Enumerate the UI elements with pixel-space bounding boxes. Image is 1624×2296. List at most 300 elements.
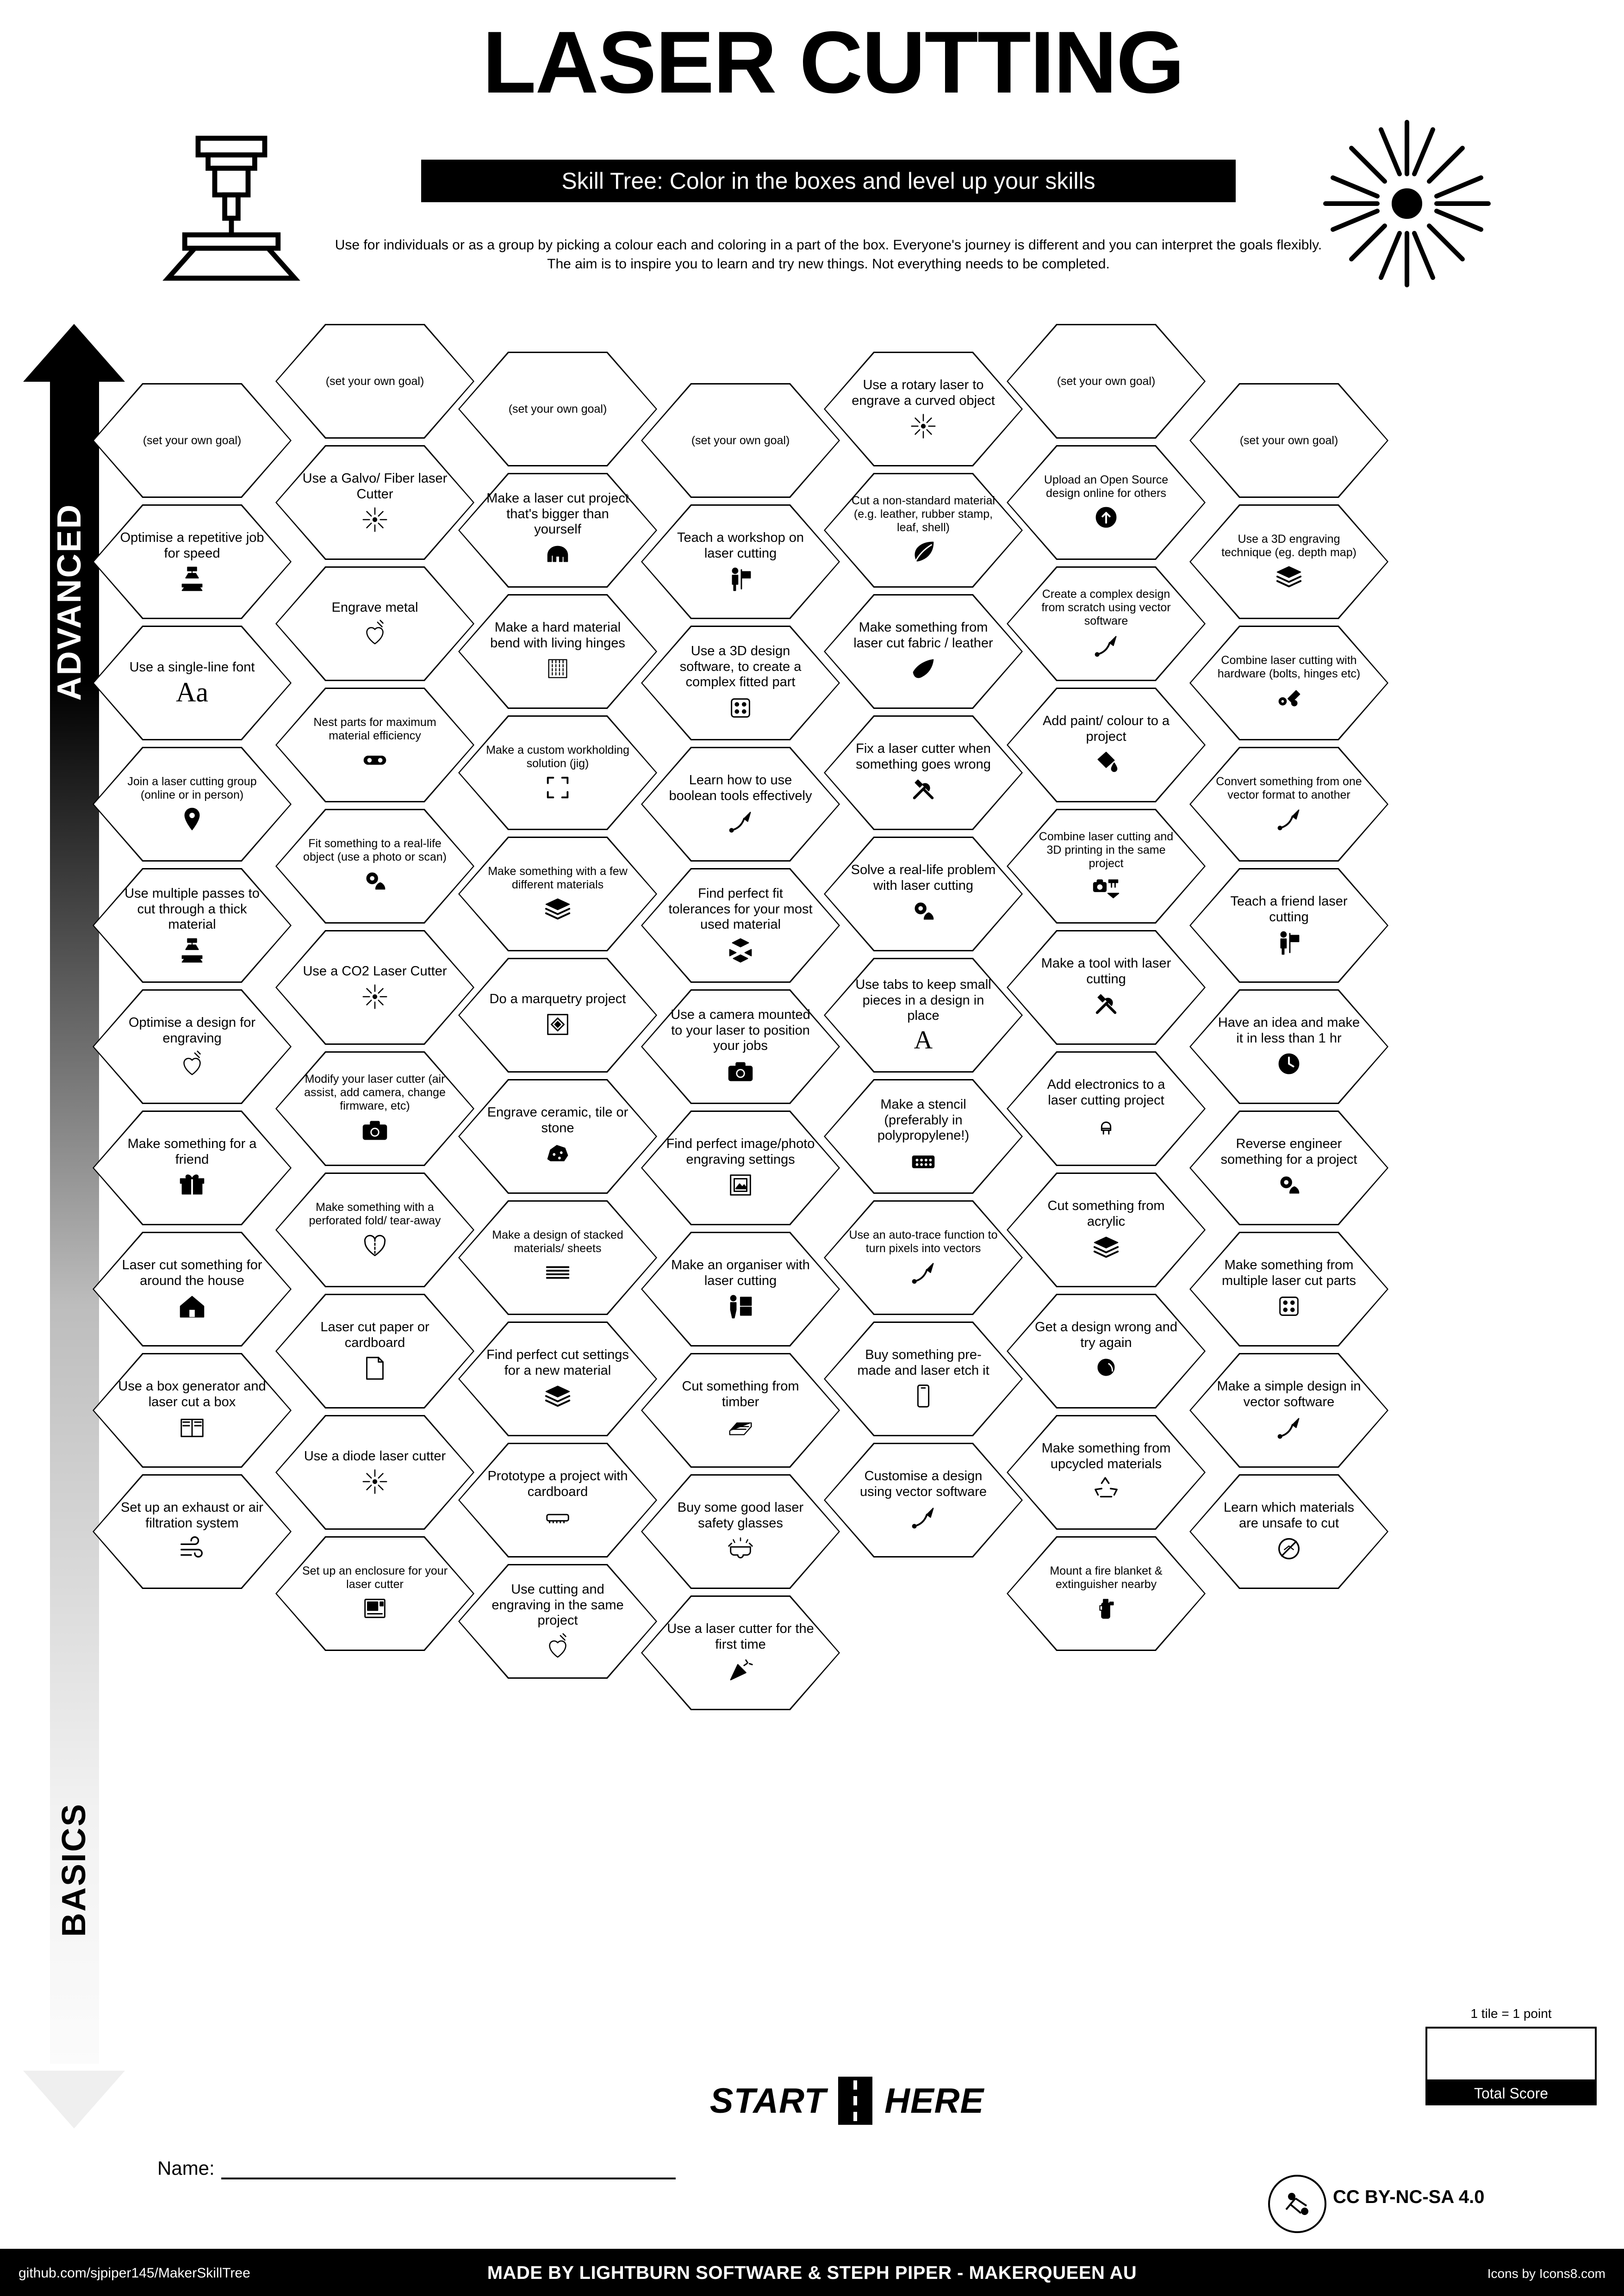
pen-tool-icon: [909, 1503, 938, 1532]
tile-content: [824, 715, 1023, 830]
tile-label: Get a design wrong and try again: [1035, 1319, 1177, 1350]
license-block: [1268, 2175, 1611, 2230]
tile-content: [93, 747, 292, 862]
tile-label: Use a rotary laser to engrave a curved object: [852, 377, 995, 408]
tile-content: [458, 1443, 657, 1558]
tile-label: Convert something from one vector format to another: [1216, 775, 1362, 801]
tile-content: [1007, 324, 1206, 439]
skill-tile[interactable]: [275, 809, 474, 924]
tile-content: [275, 1294, 474, 1409]
axis-label-advanced: ADVANCED: [51, 503, 88, 701]
here-label: HERE: [884, 2081, 984, 2121]
skill-tile[interactable]: [458, 715, 657, 830]
extinguisher-icon: [1092, 1594, 1120, 1623]
tile-label: Use a laser cutter for the first time: [667, 1621, 814, 1652]
skill-tile[interactable]: [641, 1111, 840, 1225]
tile-label: Use tabs to keep small pieces in a design in place: [855, 977, 991, 1024]
tile-content: [93, 1353, 292, 1468]
elephant-icon: [543, 541, 572, 570]
jig-icon: [543, 773, 572, 802]
enclosure-icon: [361, 1594, 389, 1623]
tile-label: Use an auto-trace function to turn pixels into vectors: [849, 1228, 998, 1255]
skill-tile[interactable]: [641, 989, 840, 1104]
skill-tile[interactable]: [275, 930, 474, 1045]
tile-content: [641, 626, 840, 740]
laser-burst-icon: [909, 412, 938, 441]
timber-icon: [726, 1413, 755, 1442]
tile-content: [641, 383, 840, 498]
tile-goal-note: (set your own goal): [691, 434, 790, 447]
layers-icon: [543, 894, 572, 923]
tile-label: Engrave metal: [331, 600, 418, 615]
skill-tile[interactable]: [458, 958, 657, 1073]
layers-icon: [1275, 562, 1303, 591]
tile-label: Learn which materials are unsafe to cut: [1223, 1500, 1355, 1531]
tile-label: Use a camera mounted to your laser to position your jobs: [671, 1007, 810, 1054]
skill-tile[interactable]: [93, 1474, 292, 1589]
tile-point-note: 1 tile = 1 point: [1470, 2006, 1552, 2021]
tile-label: Upload an Open Source design online for others: [1044, 473, 1169, 500]
tile-goal-note: (set your own goal): [143, 434, 242, 447]
tile-content: [1189, 1474, 1388, 1589]
skill-tile[interactable]: [458, 1443, 657, 1558]
tile-label: Teach a friend laser cutting: [1230, 894, 1348, 925]
tile-label: Learn how to use boolean tools effectively: [669, 772, 812, 803]
tile-content: [1189, 626, 1388, 740]
paint-bucket-icon: [1092, 748, 1120, 776]
organiser-icon: [726, 1292, 755, 1321]
tile-content: [458, 594, 657, 709]
tile-label: Solve a real-life problem with laser cutting: [851, 862, 996, 893]
skill-tile[interactable]: [641, 383, 840, 498]
tile-content: [1007, 688, 1206, 802]
tile-content: [641, 868, 840, 983]
upload-icon: [1092, 503, 1120, 532]
phone-case-icon: [909, 1382, 938, 1410]
tile-content: [1189, 747, 1388, 862]
tile-content: [1189, 989, 1388, 1104]
skill-tile[interactable]: [1007, 1415, 1206, 1530]
skill-tile[interactable]: [458, 1079, 657, 1194]
tile-content: [1007, 1536, 1206, 1651]
skill-tile[interactable]: [1007, 1294, 1206, 1409]
tile-content: [641, 1232, 840, 1347]
tile-label: Set up an exhaust or air filtration system: [121, 1500, 263, 1531]
engrave-heart-icon: [178, 1049, 206, 1078]
skill-tile[interactable]: [458, 352, 657, 466]
tile-label: Use a box generator and laser cut a box: [118, 1378, 266, 1409]
skill-tile[interactable]: [275, 324, 474, 439]
tile-content: [824, 837, 1023, 951]
skill-tile[interactable]: [641, 1232, 840, 1347]
tile-label: Laser cut paper or cardboard: [320, 1319, 429, 1350]
tile-content: [1189, 868, 1388, 983]
footer-repo-link[interactable]: github.com/sjpiper145/MakerSkillTree: [19, 2265, 250, 2281]
tile-content: [458, 715, 657, 830]
skill-tile[interactable]: [1007, 324, 1206, 439]
tile-label: Make something for a friend: [127, 1136, 257, 1167]
tile-content: [275, 445, 474, 560]
skill-tile[interactable]: [93, 747, 292, 862]
photo-frame-icon: [726, 1171, 755, 1199]
score-box: [1425, 2006, 1597, 2105]
tile-label: Use multiple passes to cut through a thick material: [124, 886, 260, 932]
skill-tile[interactable]: [458, 473, 657, 588]
tile-label: Make an organiser with laser cutting: [671, 1257, 810, 1288]
tile-content: [275, 1536, 474, 1651]
stacked-sheets-icon: [543, 1258, 572, 1287]
tile-content: [93, 504, 292, 619]
layers-icon: [1092, 1233, 1120, 1261]
skill-tile[interactable]: [93, 989, 292, 1104]
tile-content: [93, 626, 292, 740]
tile-content: [824, 958, 1023, 1073]
tile-content: [458, 1564, 657, 1679]
tools-icon: [909, 776, 938, 804]
tile-label: Have an idea and make it in less than 1 hr: [1218, 1015, 1360, 1046]
gear-hand-icon: [1275, 1171, 1303, 1199]
Aa: Aa: [176, 677, 208, 708]
skill-tile[interactable]: [1007, 1051, 1206, 1166]
skill-tile[interactable]: [1189, 383, 1388, 498]
tile-content: [1007, 1051, 1206, 1166]
skill-tile[interactable]: [458, 837, 657, 951]
skill-tile[interactable]: [641, 868, 840, 983]
tile-goal-note: (set your own goal): [325, 374, 424, 388]
skill-tile[interactable]: [1189, 626, 1388, 740]
tile-content: [458, 958, 657, 1073]
tile-content: [275, 1415, 474, 1530]
hinge-pattern-icon: [543, 654, 572, 683]
camera-icon: [361, 1116, 389, 1145]
tile-label: Use a single-line font: [129, 659, 255, 675]
party-popper-icon: [726, 1656, 755, 1684]
skill-tile[interactable]: [824, 1322, 1023, 1436]
tile-content: [641, 989, 840, 1104]
tile-content: [1189, 1353, 1388, 1468]
skill-tile[interactable]: [1189, 868, 1388, 983]
camera-printer-icon: [1092, 874, 1120, 902]
tile-label: Add paint/ colour to a project: [1042, 713, 1170, 744]
tile-content: [93, 383, 292, 498]
tile-content: [93, 1111, 292, 1225]
tile-content: [641, 504, 840, 619]
skill-tile[interactable]: [824, 473, 1023, 588]
skill-tile[interactable]: [458, 1200, 657, 1315]
tile-label: Cut something from timber: [682, 1378, 799, 1409]
skill-tile[interactable]: [824, 1079, 1023, 1194]
tile-label: Make a stencil (preferably in polypropylene!): [877, 1097, 970, 1143]
skill-tile[interactable]: [93, 1353, 292, 1468]
skill-tile[interactable]: [1007, 445, 1206, 560]
leaf-icon: [909, 538, 938, 566]
tile-label: Laser cut something for around the house: [122, 1257, 262, 1288]
safety-glasses-icon: [726, 1534, 755, 1563]
intro-text: Use for individuals or as a group by picking a colour each and coloring in a part of the box. Everyone's journey is different and you can interpret the goals flexibly. The aim is to inspire you to learn and try new things. Not everything needs to be completed.: [335, 237, 1322, 272]
tile-label: Cut something from acrylic: [1047, 1198, 1165, 1229]
pen-tool-icon: [1275, 1413, 1303, 1442]
tile-label: Mount a fire blanket & extinguisher nearby: [1050, 1564, 1163, 1591]
start-label: START: [709, 2081, 827, 2121]
subtitle-text: Skill Tree: Color in the boxes and level up your skills: [561, 168, 1095, 194]
skill-tile[interactable]: [824, 1443, 1023, 1558]
tile-label: Reverse engineer something for a project: [1220, 1136, 1357, 1167]
tile-label: Use a diode laser cutter: [304, 1448, 446, 1464]
road-icon: [838, 2077, 872, 2125]
tile-label: Make something from multiple laser cut parts: [1221, 1257, 1356, 1288]
tile-content: [1007, 1415, 1206, 1530]
tile-label: Find perfect image/photo engraving settings: [666, 1136, 815, 1167]
tile-label: Make a hard material bend with living hinges: [490, 620, 625, 651]
cc-badge-icon: [1268, 2175, 1326, 2233]
tile-label: Do a marquetry project: [489, 991, 626, 1006]
skill-tile[interactable]: [275, 445, 474, 560]
tile-content: [641, 1474, 840, 1589]
tile-content: [1189, 383, 1388, 498]
tile-label: Buy something pre-made and laser etch it: [857, 1347, 989, 1378]
total-score-input[interactable]: [1425, 2027, 1597, 2081]
facepalm-icon: [1092, 1354, 1120, 1383]
name-field[interactable]: [157, 2147, 676, 2179]
tile-content: [275, 930, 474, 1045]
tile-label: Buy some good laser safety glasses: [677, 1500, 804, 1531]
tile-content: [458, 1322, 657, 1436]
tile-label: Make something from upcycled materials: [1041, 1440, 1171, 1471]
tile-label: Engrave ceramic, tile or stone: [487, 1105, 628, 1136]
press-icon: [178, 936, 206, 965]
tile-label: Optimise a design for engraving: [128, 1015, 255, 1046]
tile-content: [641, 1353, 840, 1468]
tile-goal-note: (set your own goal): [508, 402, 607, 416]
tile-content: [641, 747, 840, 862]
tile-label: Use a Galvo/ Fiber laser Cutter: [302, 471, 448, 502]
skill-tile[interactable]: [1007, 1536, 1206, 1651]
tile-content: [275, 809, 474, 924]
tile-label: Use a 3D engraving technique (eg. depth map): [1221, 532, 1356, 559]
tile-content: [824, 1079, 1023, 1194]
paper-icon: [361, 1354, 389, 1383]
skill-tile[interactable]: [275, 1051, 474, 1166]
skill-tile[interactable]: [824, 594, 1023, 709]
pen-tool-icon: [1275, 805, 1303, 833]
tile-content: [824, 352, 1023, 466]
tile-label: Fit something to a real-life object (use a photo or scan): [303, 837, 447, 863]
skill-tile[interactable]: [641, 747, 840, 862]
skill-tile[interactable]: [641, 1353, 840, 1468]
tile-content: [1189, 1111, 1388, 1225]
skill-tile[interactable]: [275, 1415, 474, 1530]
skill-tile[interactable]: [824, 1200, 1023, 1315]
clock-icon: [1275, 1049, 1303, 1078]
tile-content: [275, 566, 474, 681]
skill-tile[interactable]: [93, 626, 292, 740]
pen-tool-icon: [909, 1258, 938, 1287]
tile-label: Customise a design using vector software: [859, 1468, 987, 1499]
tile-content: [458, 473, 657, 588]
tile-label: Optimise a repetitive job for speed: [120, 530, 264, 561]
tile-content: [93, 989, 292, 1104]
tile-content: [275, 688, 474, 802]
skill-tile[interactable]: [458, 1322, 657, 1436]
skill-tile[interactable]: [641, 504, 840, 619]
laser-burst-icon: [361, 982, 389, 1011]
gift-icon: [178, 1171, 206, 1199]
tile-content: [458, 837, 657, 951]
stone-icon: [543, 1139, 572, 1168]
skill-tile[interactable]: [641, 626, 840, 740]
tile-label: Create a complex design from scratch using vector software: [1041, 588, 1171, 627]
axis-label-basics: BASICS: [56, 1802, 93, 1937]
tile-content: [1007, 566, 1206, 681]
tile-content: [458, 352, 657, 466]
footer-icons-credit: Icons by Icons8.com: [1487, 2266, 1605, 2281]
tile-label: Use cutting and engraving in the same project: [492, 1582, 624, 1628]
tile-label: Find perfect fit tolerances for your most used material: [668, 886, 813, 932]
skill-tile[interactable]: [824, 715, 1023, 830]
skill-tile[interactable]: [1007, 688, 1206, 802]
skill-tile[interactable]: [1189, 747, 1388, 862]
name-input-line[interactable]: [221, 2156, 676, 2179]
total-score-label: Total Score: [1425, 2081, 1597, 2105]
tile-content: [1007, 1294, 1206, 1409]
skill-tile[interactable]: [1007, 930, 1206, 1045]
tile-content: [93, 868, 292, 983]
tile-content: [824, 594, 1023, 709]
skill-tile[interactable]: [1189, 1232, 1388, 1347]
tile-label: Find perfect cut settings for a new material: [486, 1347, 629, 1378]
tile-content: [641, 1111, 840, 1225]
tile-content: [458, 1079, 657, 1194]
skill-tile[interactable]: [93, 504, 292, 619]
page-footer: [0, 2249, 1624, 2296]
pen-tool-icon: [1092, 631, 1120, 660]
tile-content: [1007, 1173, 1206, 1287]
engrave-heart-icon: [543, 1632, 572, 1661]
skill-tile[interactable]: [1189, 504, 1388, 619]
press-icon: [178, 565, 206, 593]
name-label: Name:: [157, 2157, 215, 2179]
skill-tile[interactable]: [275, 1536, 474, 1651]
tile-goal-note: (set your own goal): [1239, 434, 1338, 447]
tile-label: Use a 3D design software, to create a complex fitted part: [679, 644, 802, 690]
tab-a-icon: A: [914, 1025, 933, 1055]
hardware-icon: [1275, 683, 1303, 712]
tile-content: [1007, 930, 1206, 1045]
tile-content: [824, 473, 1023, 588]
box-icon: [178, 1413, 206, 1442]
skill-tile[interactable]: [93, 1232, 292, 1347]
skill-tile[interactable]: [1189, 989, 1388, 1104]
skill-tile[interactable]: [824, 837, 1023, 951]
layers-icon: [543, 1382, 572, 1410]
tile-label: Make something from laser cut fabric / leather: [853, 620, 993, 651]
skill-tile[interactable]: [458, 594, 657, 709]
tile-content: [1007, 809, 1206, 924]
skill-tile[interactable]: [93, 383, 292, 498]
tile-content: [275, 1051, 474, 1166]
cardboard-icon: [543, 1503, 572, 1532]
skill-tile[interactable]: [275, 566, 474, 681]
tile-label: Prototype a project with cardboard: [487, 1468, 628, 1499]
tools-icon: [1092, 990, 1120, 1019]
air-flow-icon: [178, 1534, 206, 1563]
parts-icon: [1275, 1292, 1303, 1321]
skill-tile[interactable]: [93, 868, 292, 983]
tile-label: Make a design of stacked materials/ sheets: [492, 1228, 623, 1255]
tile-label: Use a CO2 Laser Cutter: [303, 963, 447, 979]
tile-label: Modify your laser cutter (air assist, add camera, change firmware, etc): [304, 1073, 446, 1112]
skill-tile[interactable]: [1007, 566, 1206, 681]
footer-credit: MADE BY LIGHTBURN SOFTWARE & STEPH PIPER - MAKERQUEEN AU: [487, 2263, 1137, 2283]
skill-tile[interactable]: [275, 1294, 474, 1409]
presenter-icon: [1275, 928, 1303, 957]
house-icon: [178, 1292, 206, 1321]
tile-content: [1189, 504, 1388, 619]
tile-label: Make a simple design in vector software: [1217, 1378, 1361, 1409]
nested-parts-icon: [361, 745, 389, 774]
camera-icon: [726, 1057, 755, 1086]
skill-tile[interactable]: [275, 1173, 474, 1287]
skill-tile[interactable]: [824, 352, 1023, 466]
tile-content: [458, 1200, 657, 1315]
skill-tile[interactable]: [641, 1595, 840, 1710]
tile-label: Make something with a few different materials: [488, 864, 628, 891]
skill-tile[interactable]: [641, 1474, 840, 1589]
tile-content: [824, 1200, 1023, 1315]
tile-content: [1007, 445, 1206, 560]
gear-hand-icon: [909, 897, 938, 925]
tile-label: Cut a non-standard material (e.g. leather, rubber stamp, leaf, shell): [852, 494, 995, 534]
skill-tile[interactable]: [275, 688, 474, 802]
stencil-icon: [909, 1147, 938, 1176]
tile-label: Combine laser cutting with hardware (bolts, hinges etc): [1217, 653, 1361, 680]
tile-content: [824, 1443, 1023, 1558]
tile-label: Teach a workshop on laser cutting: [677, 530, 804, 561]
tile-label: Combine laser cutting and 3D printing in the same project: [1039, 830, 1174, 870]
tile-content: [93, 1474, 292, 1589]
fabric-icon: [909, 654, 938, 683]
tile-content: [275, 1173, 474, 1287]
skill-tile[interactable]: [1189, 1474, 1388, 1589]
exploded-box-icon: [726, 936, 755, 965]
tile-label: Make a custom workholding solution (jig): [486, 743, 629, 770]
skill-tile[interactable]: [1189, 1111, 1388, 1225]
pen-tool-icon: [726, 807, 755, 836]
presenter-icon: [726, 565, 755, 593]
tile-label: Make something with a perforated fold/ tear-away: [309, 1200, 441, 1227]
recycle-icon: [1092, 1475, 1120, 1504]
skill-tile[interactable]: [93, 1111, 292, 1225]
start-here-marker: [662, 2073, 1032, 2128]
led-icon: [1092, 1111, 1120, 1140]
tile-label: Join a laser cutting group (online or in person): [127, 775, 257, 801]
skill-tile[interactable]: [1007, 809, 1206, 924]
gear-hand-icon: [361, 867, 389, 895]
tile-label: Add electronics to a laser cutting project: [1047, 1077, 1165, 1108]
perforated-heart-icon: [361, 1230, 389, 1259]
skill-tile[interactable]: [1189, 1353, 1388, 1468]
skill-tile[interactable]: [458, 1564, 657, 1679]
skill-tile[interactable]: [824, 958, 1023, 1073]
tile-content: [824, 1322, 1023, 1436]
tile-content: [275, 324, 474, 439]
tile-label: Nest parts for maximum material efficiency: [313, 715, 436, 742]
tile-label: Make a tool with laser cutting: [1041, 956, 1171, 987]
license-text: CC BY-NC-SA 4.0: [1333, 2187, 1485, 2207]
no-entry-icon: [1275, 1534, 1303, 1563]
skill-tile[interactable]: [1007, 1173, 1206, 1287]
tile-content: [641, 1595, 840, 1710]
